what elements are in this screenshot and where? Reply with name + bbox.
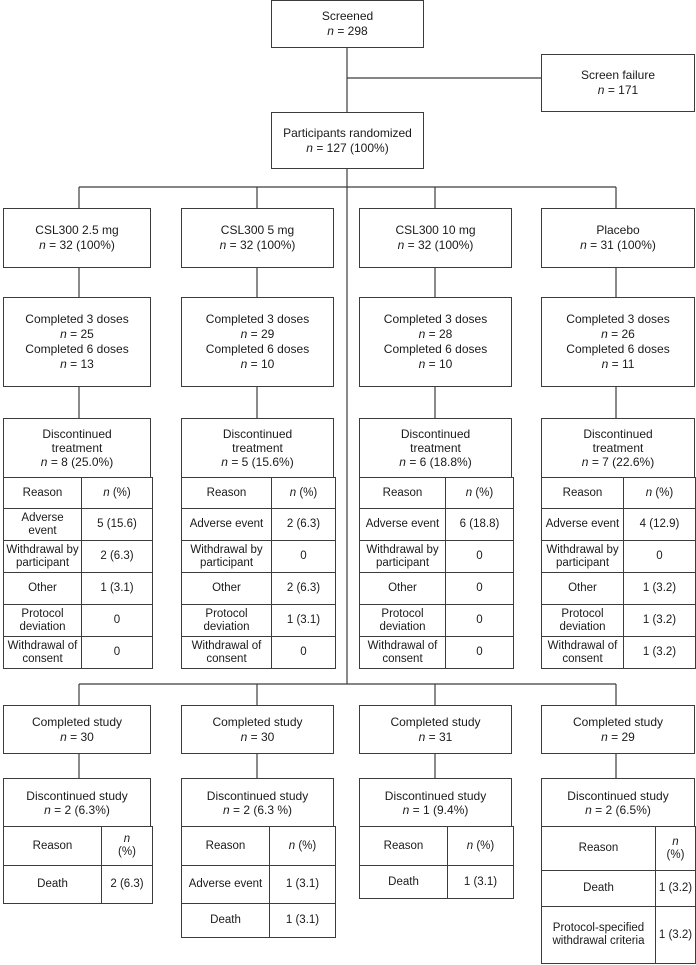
value-cell: 2 (6.3) — [82, 541, 153, 573]
discontinued-study-reasons-table — [181, 826, 336, 938]
value-cell: 0 — [446, 541, 514, 573]
value-header: n (%) — [270, 827, 336, 866]
arm-name: CSL300 2.5 mg — [35, 223, 119, 237]
discontinued-study-label: Discontinued study — [206, 788, 309, 803]
completed-6-doses-label: Completed 6 doses — [205, 342, 310, 356]
reason-cell: Adverse event — [360, 509, 446, 541]
discontinued-study-label: Discontinued study — [567, 788, 669, 803]
value-cell: 2 (6.3) — [102, 866, 153, 904]
discontinued-study-label: Discontinued study — [384, 788, 487, 803]
value-header: n (%) — [656, 827, 696, 871]
table-row — [4, 573, 153, 605]
screened-count: n = 298 — [327, 24, 368, 38]
discontinued-count: n = 8 (25.0%) — [40, 455, 114, 469]
discontinued-study-reasons-table — [3, 826, 153, 904]
reason-header: Reason — [360, 827, 448, 866]
arm-box — [359, 208, 512, 268]
completed-6-doses-count: n = 10 — [418, 357, 453, 371]
completed-3-doses-label: Completed 3 doses — [566, 312, 670, 326]
table-row — [542, 637, 696, 669]
discontinued-study-count: n = 2 (6.3 %) — [222, 802, 293, 817]
discontinued-study-count: n = 1 (9.4%) — [402, 802, 469, 817]
completed-3-doses-count: n = 26 — [601, 327, 635, 341]
completed-6-doses-count: n = 10 — [240, 357, 275, 371]
discontinued-count: n = 6 (18.8%) — [399, 455, 472, 469]
completed-3-doses-label: Completed 3 doses — [25, 312, 129, 326]
discontinued-reasons-table — [181, 477, 336, 669]
discontinued-study-header — [541, 778, 695, 827]
completed-3-doses-label: Completed 3 doses — [383, 312, 488, 326]
discontinued-label: Discontinued — [400, 427, 471, 441]
table-row — [542, 478, 696, 509]
reason-cell: Withdrawal by participant — [542, 541, 624, 573]
reason-cell: Other — [182, 573, 272, 605]
reason-header: Reason — [4, 827, 102, 866]
discontinued-count: n = 7 (22.6%) — [581, 455, 655, 469]
value-cell: 2 (6.3) — [272, 573, 336, 605]
discontinued-label: Discontinued — [222, 427, 293, 441]
table-row — [4, 637, 153, 669]
discontinued-study-header — [181, 778, 334, 827]
reason-cell: Withdrawal of consent — [4, 637, 82, 669]
reason-cell: Other — [4, 573, 82, 605]
reason-cell: Withdrawal of consent — [542, 637, 624, 669]
arm-name: Placebo — [596, 223, 640, 237]
arm-count: n = 31 (100%) — [580, 238, 656, 252]
reason-cell: Protocol-specified withdrawal criteria — [542, 907, 656, 964]
table-row — [542, 541, 696, 573]
discontinued-reasons-table — [359, 477, 514, 669]
screen-failure-count: n = 171 — [597, 83, 639, 97]
completed-3-doses-count: n = 29 — [240, 327, 275, 341]
reason-cell: Withdrawal of consent — [360, 637, 446, 669]
table-row — [360, 866, 514, 899]
table-row — [542, 907, 696, 964]
arm-box — [541, 208, 695, 268]
table-row — [4, 541, 153, 573]
table-row — [4, 866, 153, 904]
table-row — [360, 827, 514, 866]
completed-study-label: Completed study — [31, 714, 123, 729]
table-row — [542, 605, 696, 637]
table-row — [182, 866, 336, 904]
value-cell: 1 (3.2) — [656, 871, 696, 907]
screened-label: Screened — [321, 9, 374, 23]
value-header: n (%) — [102, 827, 153, 866]
completed-study-label: Completed study — [390, 714, 481, 729]
table-row — [542, 573, 696, 605]
value-cell: 0 — [446, 573, 514, 605]
value-cell: 1 (3.1) — [270, 866, 336, 904]
table-row — [542, 871, 696, 907]
completed-study-count: n = 31 — [418, 729, 453, 744]
discontinued-label: Discontinued — [42, 427, 112, 441]
reason-cell: Protocol deviation — [182, 605, 272, 637]
table-row — [360, 541, 514, 573]
value-cell: 4 (12.9) — [624, 509, 696, 541]
reason-header: Reason — [542, 827, 656, 871]
completed-6-doses-label: Completed 6 doses — [566, 342, 670, 356]
reason-cell: Adverse event — [542, 509, 624, 541]
discontinued-study-reasons-table — [359, 826, 514, 899]
table-row — [4, 478, 153, 509]
value-cell: 2 (6.3) — [272, 509, 336, 541]
table-row — [182, 509, 336, 541]
table-row — [182, 605, 336, 637]
arm-name: CSL300 5 mg — [220, 223, 295, 237]
table-row — [4, 827, 153, 866]
table-row — [4, 605, 153, 637]
reason-cell: Death — [182, 904, 270, 938]
screen-failure-box — [541, 54, 695, 112]
completed-study-box — [181, 705, 334, 754]
discontinued-reasons-table — [3, 477, 153, 669]
discontinued-study-count: n = 2 (6.3%) — [44, 802, 110, 817]
table-row — [360, 573, 514, 605]
value-cell: 5 (15.6) — [82, 509, 153, 541]
discontinued-study-header — [3, 778, 151, 827]
table-row — [4, 509, 153, 541]
discontinued-label: Discontinued — [583, 427, 653, 441]
table-row — [182, 478, 336, 509]
value-header: n (%) — [624, 478, 696, 509]
completed-3-doses-count: n = 28 — [418, 327, 453, 341]
completed-doses-box — [181, 297, 334, 387]
value-cell: 1 (3.1) — [270, 904, 336, 938]
discontinued-study-header — [359, 778, 512, 827]
reason-cell: Withdrawal by participant — [182, 541, 272, 573]
reason-cell: Death — [360, 866, 448, 899]
reason-cell: Other — [360, 573, 446, 605]
treatment-label: treatment — [410, 441, 461, 455]
table-row — [182, 541, 336, 573]
reason-header: Reason — [542, 478, 624, 509]
discontinued-reasons-table — [541, 477, 696, 669]
value-cell: 1 (3.2) — [624, 605, 696, 637]
reason-header: Reason — [182, 478, 272, 509]
completed-study-count: n = 30 — [60, 729, 94, 744]
value-cell: 1 (3.1) — [272, 605, 336, 637]
completed-doses-box — [541, 297, 695, 387]
value-cell: 0 — [272, 637, 336, 669]
value-cell: 0 — [446, 637, 514, 669]
value-cell: 0 — [446, 605, 514, 637]
discontinued-study-count: n = 2 (6.5%) — [585, 802, 651, 817]
value-header: n (%) — [272, 478, 336, 509]
value-header: n (%) — [448, 827, 514, 866]
value-header: n (%) — [82, 478, 153, 509]
reason-cell: Protocol deviation — [4, 605, 82, 637]
treatment-label: treatment — [592, 441, 644, 455]
completed-doses-box — [3, 297, 151, 387]
treatment-label: treatment — [232, 441, 283, 455]
completed-study-box — [541, 705, 695, 754]
arm-count: n = 32 (100%) — [39, 238, 115, 252]
value-cell: 1 (3.2) — [656, 907, 696, 964]
discontinued-treatment-header — [541, 418, 695, 478]
discontinued-study-reasons-table — [541, 826, 696, 964]
reason-header: Reason — [182, 827, 270, 866]
reason-cell: Adverse event — [182, 866, 270, 904]
table-row — [360, 637, 514, 669]
reason-cell: Death — [542, 871, 656, 907]
reason-cell: Withdrawal by participant — [360, 541, 446, 573]
reason-header: Reason — [360, 478, 446, 509]
completed-3-doses-count: n = 25 — [60, 327, 94, 341]
value-cell: 1 (3.2) — [624, 573, 696, 605]
reason-cell: Withdrawal by participant — [4, 541, 82, 573]
arm-box — [3, 208, 151, 268]
value-cell: 1 (3.2) — [624, 637, 696, 669]
discontinued-treatment-header — [359, 418, 512, 478]
value-cell: 0 — [82, 605, 153, 637]
value-cell: 6 (18.8) — [446, 509, 514, 541]
discontinued-treatment-header — [181, 418, 334, 478]
completed-study-label: Completed study — [212, 714, 303, 729]
randomized-label: Participants randomized — [283, 125, 412, 140]
arm-name: CSL300 10 mg — [395, 223, 476, 237]
discontinued-count: n = 5 (15.6%) — [221, 455, 294, 469]
reason-cell: Other — [542, 573, 624, 605]
completed-study-box — [359, 705, 512, 754]
arm-count: n = 32 (100%) — [219, 238, 296, 252]
completed-6-doses-label: Completed 6 doses — [383, 342, 488, 356]
completed-study-count: n = 29 — [601, 729, 635, 744]
arm-box — [181, 208, 334, 268]
completed-study-count: n = 30 — [240, 729, 275, 744]
table-row — [182, 573, 336, 605]
table-row — [542, 509, 696, 541]
screened-box — [271, 0, 424, 48]
table-row — [182, 637, 336, 669]
completed-doses-box — [359, 297, 512, 387]
randomized-count: n = 127 (100%) — [306, 140, 389, 155]
reason-header: Reason — [4, 478, 82, 509]
table-row — [542, 827, 696, 871]
completed-study-label: Completed study — [572, 714, 664, 729]
table-row — [360, 605, 514, 637]
value-cell: 1 (3.1) — [82, 573, 153, 605]
value-cell: 0 — [82, 637, 153, 669]
value-cell: 0 — [624, 541, 696, 573]
randomized-box — [271, 112, 424, 169]
table-row — [182, 904, 336, 938]
table-row — [360, 509, 514, 541]
completed-study-box — [3, 705, 151, 754]
reason-cell: Death — [4, 866, 102, 904]
discontinued-treatment-header — [3, 418, 151, 478]
reason-cell: Withdrawal of consent — [182, 637, 272, 669]
reason-cell: Protocol deviation — [360, 605, 446, 637]
treatment-label: treatment — [51, 441, 103, 455]
completed-6-doses-count: n = 13 — [60, 357, 94, 371]
discontinued-study-label: Discontinued study — [26, 788, 128, 803]
table-row — [360, 478, 514, 509]
value-header: n (%) — [446, 478, 514, 509]
completed-6-doses-count: n = 11 — [601, 357, 635, 371]
reason-cell: Adverse event — [182, 509, 272, 541]
value-cell: 0 — [272, 541, 336, 573]
screen-failure-label: Screen failure — [580, 68, 656, 82]
completed-6-doses-label: Completed 6 doses — [25, 342, 129, 356]
reason-cell: Protocol deviation — [542, 605, 624, 637]
value-cell: 1 (3.1) — [448, 866, 514, 899]
arm-count: n = 32 (100%) — [397, 238, 474, 252]
completed-3-doses-label: Completed 3 doses — [205, 312, 310, 326]
reason-cell: Adverse event — [4, 509, 82, 541]
table-row — [182, 827, 336, 866]
